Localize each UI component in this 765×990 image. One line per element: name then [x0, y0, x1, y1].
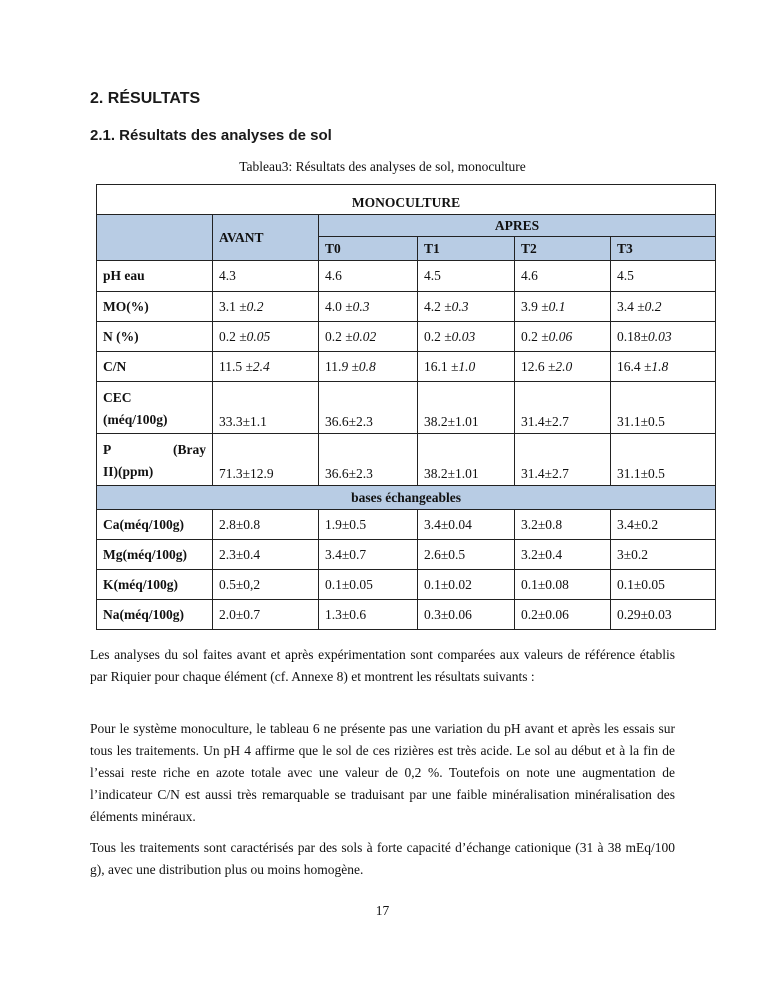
row-label: Na(méq/100g) [97, 600, 213, 630]
table-cell: 0.1±0.02 [418, 570, 515, 600]
table-cell: 0.1±0.05 [611, 570, 716, 600]
table-cell: 4.2 ±0.3 [418, 292, 515, 322]
table-row [97, 322, 716, 352]
table-caption: Tableau3: Résultats des analyses de sol, monoculture [239, 159, 526, 174]
table-row [97, 570, 716, 600]
row-label: Ca(méq/100g) [97, 510, 213, 540]
table-cell: 0.29±0.03 [611, 600, 716, 630]
table-cell: 11.5 ±2.4 [213, 352, 319, 382]
table-cell: 2.0±0.7 [213, 600, 319, 630]
table-cell: 33.3±1.1 [213, 382, 319, 434]
table-cell: 4.0 ±0.3 [319, 292, 418, 322]
header-t0: T0 [319, 237, 418, 261]
table-cell: 3.4±0.04 [418, 510, 515, 540]
table-cell: 0.2 ±0.05 [213, 322, 319, 352]
header-t1: T1 [418, 237, 515, 261]
row-label: pH eau [97, 261, 213, 292]
paragraph-2: Pour le système monoculture, le tableau 6 ne présente pas une variation du pH avant et après les essais sur tous les traitements. Un pH 4 affirme que le sol de ces rizières est très acide. Le sol au début et à la fin de l’essai reste riche en azote totale avec une valeur de 0,2 %. Toutefois on note une augmentation de l’indicateur C/N est aussi très remarquable se traduisant par une faible minéralisation minéralisation des éléments minéraux. [90, 721, 675, 824]
row-label: K(méq/100g) [97, 570, 213, 600]
table-cell: 3.9 ±0.1 [515, 292, 611, 322]
table-cell: 4.6 [319, 261, 418, 292]
table-cell: 0.18±0.03 [611, 322, 716, 352]
table-cell: 3.1 ±0.2 [213, 292, 319, 322]
table-cell: 0.5±0,2 [213, 570, 319, 600]
table-cell: 1.3±0.6 [319, 600, 418, 630]
table-cell: 2.3±0.4 [213, 540, 319, 570]
table-cell: 3.2±0.8 [515, 510, 611, 540]
row-label: N (%) [97, 322, 213, 352]
row-label: Mg(méq/100g) [97, 540, 213, 570]
table-row [97, 510, 716, 540]
soil-analysis-table [96, 184, 716, 630]
table-cell: 3.4 ±0.2 [611, 292, 716, 322]
row-label-cec: CEC (méq/100g) [97, 382, 213, 434]
row-label: C/N [97, 352, 213, 382]
table-cell: 31.4±2.7 [515, 382, 611, 434]
subsection-heading: 2.1. Résultats des analyses de sol [90, 127, 332, 144]
section-row-bases: bases échangeables [97, 486, 716, 510]
row-label: MO(%) [97, 292, 213, 322]
header-blank [97, 215, 213, 261]
table-cell: 3.4±0.2 [611, 510, 716, 540]
table-cell: 0.2 ±0.06 [515, 322, 611, 352]
table-row [97, 261, 716, 292]
table-cell: 1.9±0.5 [319, 510, 418, 540]
paragraph-3: Tous les traitements sont caractérisés par des sols à forte capacité d’échange cationique (31 à 38 mEq/100 g), avec une distribution plus ou moins homogène. [90, 840, 675, 877]
table-cell: 4.5 [418, 261, 515, 292]
table-cell: 11.9 ±0.8 [319, 352, 418, 382]
row-label-p: P (Bray II)(ppm) [97, 434, 213, 486]
section-heading: 2. RÉSULTATS [90, 90, 201, 107]
table-row [97, 292, 716, 322]
table-cell: 4.5 [611, 261, 716, 292]
table-cell: 2.8±0.8 [213, 510, 319, 540]
table-cell: 0.2±0.06 [515, 600, 611, 630]
table-cell: 3.4±0.7 [319, 540, 418, 570]
header-t2: T2 [515, 237, 611, 261]
table-cell: 4.3 [213, 261, 319, 292]
table-cell: 36.6±2.3 [319, 382, 418, 434]
paragraph-1: Les analyses du sol faites avant et après expérimentation sont comparées aux valeurs de référence établis par Riquier pour chaque élément (cf. Annexe 8) et montrent les résultats suivants : [90, 647, 675, 684]
table-cell: 16.4 ±1.8 [611, 352, 716, 382]
table-cell: 0.2 ±0.02 [319, 322, 418, 352]
table-cell: 36.6±2.3 [319, 434, 418, 486]
table-cell: 0.1±0.08 [515, 570, 611, 600]
table-row [97, 540, 716, 570]
table-cell: 31.1±0.5 [611, 382, 716, 434]
table-cell: 31.1±0.5 [611, 434, 716, 486]
header-t3: T3 [611, 237, 716, 261]
table-cell: 3.2±0.4 [515, 540, 611, 570]
table-cell: 38.2±1.01 [418, 434, 515, 486]
table-cell: 4.6 [515, 261, 611, 292]
table-row [97, 352, 716, 382]
table-title: MONOCULTURE [97, 185, 716, 215]
table-cell: 0.1±0.05 [319, 570, 418, 600]
header-apres: APRES [319, 215, 716, 237]
table-cell: 2.6±0.5 [418, 540, 515, 570]
page-number: 17 [375, 903, 390, 918]
table-cell: 38.2±1.01 [418, 382, 515, 434]
table-row [97, 600, 716, 630]
table-cell: 0.2 ±0.03 [418, 322, 515, 352]
table-cell: 0.3±0.06 [418, 600, 515, 630]
table-cell: 12.6 ±2.0 [515, 352, 611, 382]
header-avant: AVANT [213, 215, 319, 261]
table-cell: 71.3±12.9 [213, 434, 319, 486]
table-cell: 16.1 ±1.0 [418, 352, 515, 382]
table-cell: 31.4±2.7 [515, 434, 611, 486]
table-cell: 3±0.2 [611, 540, 716, 570]
